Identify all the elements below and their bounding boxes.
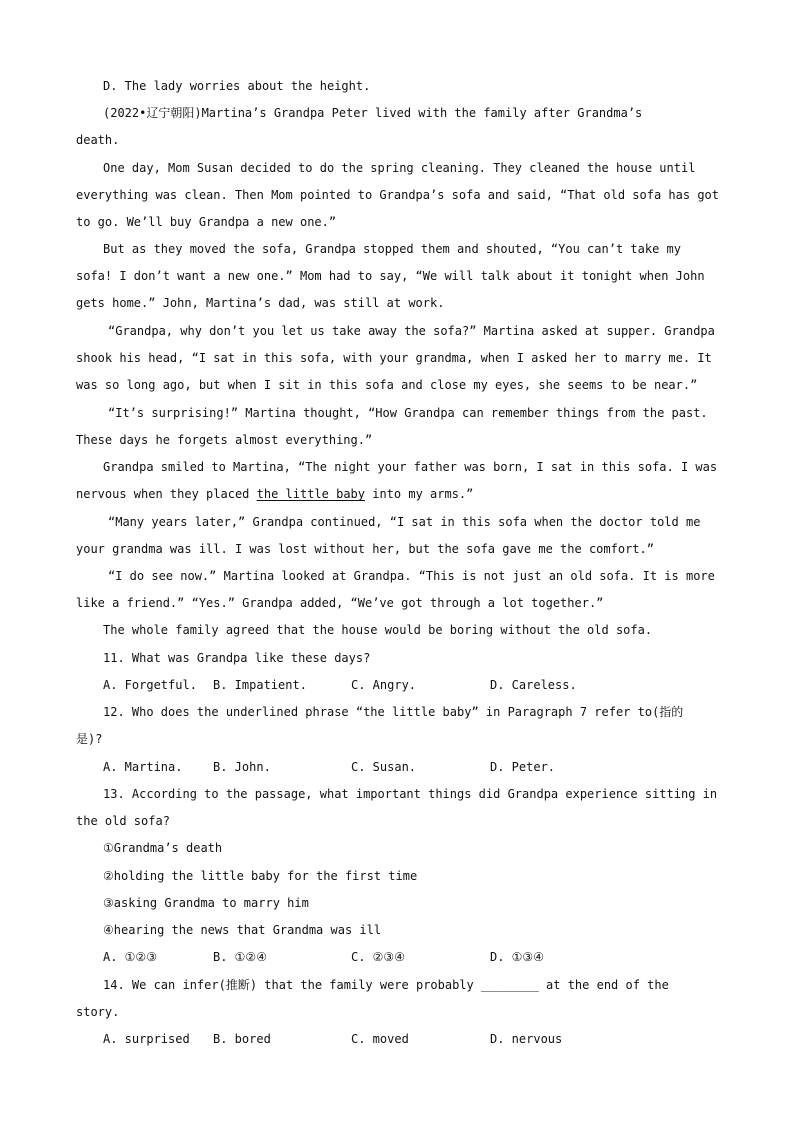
question-14-option-b: B. bored: [213, 1032, 271, 1046]
passage-line: death.: [76, 133, 120, 147]
question-13-stem-continued: the old sofa?: [76, 814, 170, 828]
question-11-option-a: A. Forgetful.: [103, 678, 197, 692]
text-segment: into my arms.”: [365, 487, 474, 501]
question-14-option-a: A. surprised: [103, 1032, 190, 1046]
passage-line: to go. We’ll buy Grandpa a new one.”: [76, 215, 337, 229]
question-14-stem: 14. We can infer(推断) that the family were probably ________ at the end of the: [103, 978, 669, 992]
passage-line: These days he forgets almost everything.”: [76, 433, 373, 447]
passage-line: One day, Mom Susan decided to do the spring cleaning. They cleaned the house until: [103, 161, 696, 175]
question-12-stem: 12. Who does the underlined phrase “the little baby” in Paragraph 7 refer to(指的: [103, 705, 684, 719]
question-13-stem: 13. According to the passage, what important things did Grandpa experience sitting in: [103, 787, 718, 801]
question-11-option-c: C. Angry.: [351, 678, 417, 692]
question-12-stem-continued: 是)?: [76, 732, 103, 746]
question-13-option-a: A. ①②③: [103, 950, 157, 964]
question-14-option-c: C. moved: [351, 1032, 409, 1046]
question-13-option-d: D. ①③④: [490, 950, 544, 964]
passage-line: “It’s surprising!” Martina thought, “How Grandpa can remember things from the past.: [108, 406, 708, 420]
passage-line: gets home.” John, Martina’s dad, was still at work.: [76, 296, 445, 310]
question-14-option-d: D. nervous: [490, 1032, 563, 1046]
passage-line: “Grandpa, why don’t you let us take away the sofa?” Martina asked at supper. Grandpa: [108, 324, 715, 338]
question-13-option-c: C. ②③④: [351, 950, 405, 964]
question-12-option-b: B. John.: [213, 760, 271, 774]
question-11-option-b: B. Impatient.: [213, 678, 307, 692]
question-13-item-1: ①Grandma’s death: [103, 841, 223, 855]
question-13-item-4: ④hearing the news that Grandma was ill: [103, 923, 382, 937]
question-12-option-d: D. Peter.: [490, 760, 556, 774]
question-13-option-b: B. ①②④: [213, 950, 267, 964]
question-11-stem: 11. What was Grandpa like these days?: [103, 651, 371, 665]
passage-line: [76, 485, 473, 503]
question-12-option-a: A. Martina.: [103, 760, 183, 774]
underlined-phrase: the little baby: [256, 487, 365, 501]
previous-option-d: D. The lady worries about the height.: [103, 79, 371, 93]
passage-line: everything was clean. Then Mom pointed to Grandpa’s sofa and said, “That old sofa has got: [76, 188, 719, 202]
text-segment: nervous when they placed: [76, 487, 257, 501]
passage-line: your grandma was ill. I was lost without her, but the sofa gave me the comfort.”: [76, 542, 654, 556]
passage-line: But as they moved the sofa, Grandpa stopped them and shouted, “You can’t take my: [103, 242, 681, 256]
question-11-option-d: D. Careless.: [490, 678, 577, 692]
passage-line: Grandpa smiled to Martina, “The night your father was born, I sat in this sofa. I was: [103, 460, 718, 474]
passage-line: The whole family agreed that the house would be boring without the old sofa.: [103, 623, 653, 637]
passage-line: “I do see now.” Martina looked at Grandpa. “This is not just an old sofa. It is more: [108, 569, 715, 583]
passage-source-line: (2022•辽宁朝阳)Martina’s Grandpa Peter lived with the family after Grandma’s: [103, 106, 643, 120]
question-13-item-3: ③asking Grandma to marry him: [103, 896, 309, 910]
question-14-stem-continued: story.: [76, 1005, 120, 1019]
passage-line: like a friend.” “Yes.” Grandpa added, “We’ve got through a lot together.”: [76, 596, 604, 610]
question-13-item-2: ②holding the little baby for the first time: [103, 869, 418, 883]
passage-line: “Many years later,” Grandpa continued, “I sat in this sofa when the doctor told me: [108, 515, 701, 529]
passage-line: shook his head, “I sat in this sofa, with your grandma, when I asked her to marry me. It: [76, 351, 712, 365]
passage-line: was so long ago, but when I sit in this sofa and close my eyes, she seems to be near.”: [76, 378, 698, 392]
question-12-option-c: C. Susan.: [351, 760, 417, 774]
passage-line: sofa! I don’t want a new one.” Mom had to say, “We will talk about it tonight when John: [76, 269, 705, 283]
